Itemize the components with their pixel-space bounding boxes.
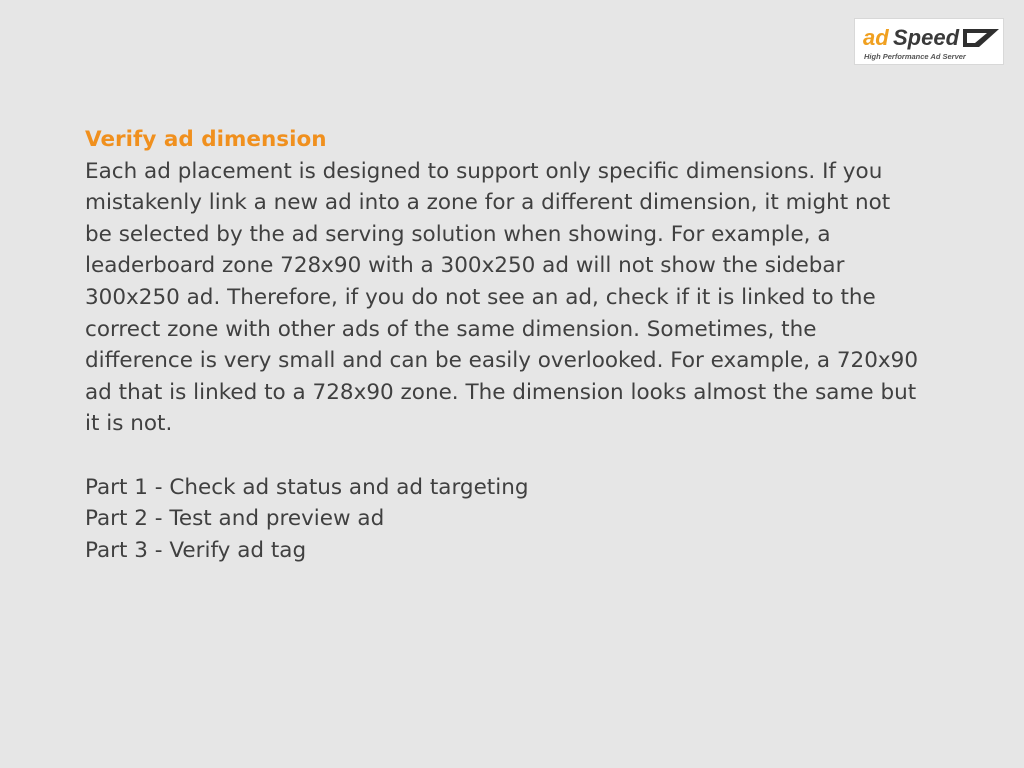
part-item-3: Part 3 - Verify ad tag (85, 537, 307, 563)
body-line: ad that is linked to a 728x90 zone. The dimension looks almost the same but (85, 379, 917, 405)
body-line: correct zone with other ads of the same dimension. Sometimes, the (85, 316, 817, 342)
section-heading: Verify ad dimension (85, 127, 327, 152)
body-line: mistakenly link a new ad into a zone for a different dimension, it might not (85, 190, 891, 216)
content-block (85, 124, 985, 566)
adspeed-logo-graphic (855, 19, 1003, 64)
body-line: be selected by the ad serving solution when showing. For example, a (85, 221, 831, 247)
spacer (85, 440, 985, 472)
part-item-1: Part 1 - Check ad status and ad targeting (85, 474, 529, 500)
part-item-2: Part 2 - Test and preview ad (85, 506, 385, 532)
body-line: Each ad placement is designed to support only specific dimensions. If you (85, 158, 883, 184)
body-paragraph (85, 156, 985, 440)
logo-tagline: High Performance Ad Server (864, 52, 966, 61)
logo-speed-text: Speed (893, 25, 960, 50)
parts-list (85, 472, 985, 567)
adspeed-logo (854, 18, 1004, 65)
logo-ad-text: ad (863, 25, 889, 50)
body-line: it is not. (85, 411, 173, 437)
body-line: leaderboard zone 728x90 with a 300x250 ad will not show the sidebar (85, 253, 845, 279)
body-line: difference is very small and can be easily overlooked. For example, a 720x90 (85, 348, 918, 374)
body-line: 300x250 ad. Therefore, if you do not see an ad, check if it is linked to the (85, 284, 876, 310)
